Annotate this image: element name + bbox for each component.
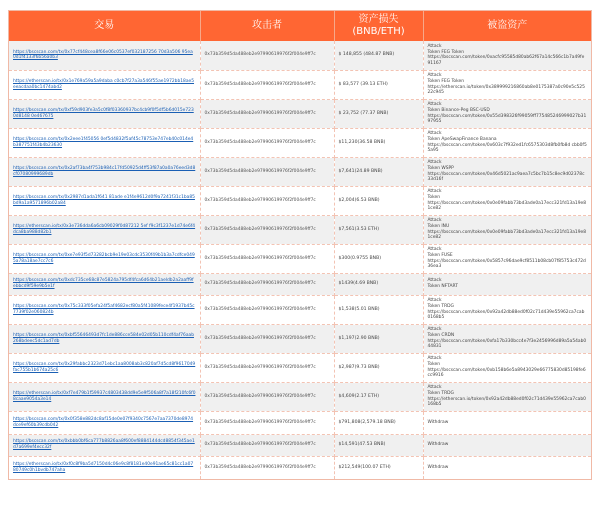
header-attacker: 攻击者 [200,11,334,41]
header-asset-loss [334,11,423,41]
stolen-asset-cell [423,353,591,382]
tx-cell [9,353,200,382]
token-name: Token WSPP [427,165,454,171]
stolen-asset-cell [423,244,591,273]
asset-action: Attack [427,160,442,166]
tx-cell [9,434,200,456]
asset-loss: $7,561(3.53 ETH) [334,215,423,244]
tx-link[interactable]: https://bscscan.com/tx/0xdc735ce68c87e5824a795df4fca6d64b21aeldb2a2aaff9febbcd9f59e9b5e1f [13,278,194,289]
token-name: Token CRDN [427,332,455,338]
stolen-asset-cell [423,382,591,411]
tx-link[interactable]: https://bscscan.com/tx/0xbbb0bf6ca777b8826aa8f600ef8884144dcd8854f345ae1d7a699ef4ecc32f [13,439,195,450]
tx-cell [9,456,200,479]
asset-action: Withdraw [427,464,449,470]
header-transaction: 交易 [9,11,200,41]
attack-table [9,11,591,479]
tx-link[interactable]: https://bscscan.com/tx/0xbf55646493d7fc1de886cce584e02d05b110cdf4af76aab268bdeec5dc1ad7db [13,332,194,344]
attacker-address: 0x73b359d5da488eb2e97990619976f2f004e9ff7c [200,186,334,215]
table-row [9,157,591,186]
attacker-address: 0x73b359d5da488eb2e97990619976f2f004e9ff7c [200,295,334,324]
tx-link[interactable]: https://etherscan.io/tx/0xf0c8f9ba5d7150d4c06e9c8f8181e40e91ae65c81cc1a0780749c0h1bvdb747aha [13,462,194,473]
tx-link[interactable]: https://bscscan.com/tx/0x0f358e882dc8af15de0e07f9340c7567e7aa7370de8974dce9ef60b39cdb042 [13,416,194,428]
tx-link[interactable]: https://etherscan.io/tx/0xf7e479b1f59937c4803438dd9e5e9f506a8f7a18f210fc6f08caae9054a3e14 [13,390,196,402]
asset-action: Attack [427,131,442,137]
attacker-address: 0x73b359d5da488eb2e97990619976f2f004e9ff7c [200,215,334,244]
attacker-address: 0x73b359d5da488eb2e97990619976f2f004e9ff7c [200,273,334,295]
tx-link[interactable]: https://bscscan.com/tx/0xe7e93f5d73282bcb9e19e03cdc3530f49b1b3a7cdfce0495a78a18ae7cc7c6 [13,252,195,264]
tx-link[interactable]: https://bscscan.com/tx/0x75c333f05efa24f5af4682ecf80a5f41089fece4f1937b45c7739f02e060824b [13,303,195,315]
asset-loss: $791,808(2,579.18 BNB) [334,411,423,434]
header-asset-loss-line2: (BNB/ETH) [352,26,405,37]
table-row [9,456,591,479]
tx-link[interactable]: https://bscscan.com/tx/0x2eee1f45056 0ef5d4832f5af45c78753e747eb40c014e4b387751f43b4b23630 [13,136,194,148]
token-name: Token FEG Token [427,78,464,84]
asset-loss: $ 83,577 (39.13 ETH) [334,70,423,99]
asset-loss: $2,987(9.73 BNB) [334,353,423,382]
asset-action: Attack [427,218,442,224]
table-row [9,99,591,128]
stolen-asset-cell [423,434,591,456]
table-row [9,434,591,456]
token-url[interactable]: https://bscscan.com/token/0x55d398326f99059ff775485246999027b3197955 [427,113,587,125]
attacker-address: 0x73b359d5da488eb2e97990619976f2f004e9ff7c [200,99,334,128]
asset-loss: $ 148,855 (484.87 BNB) [334,41,423,70]
token-name: Token INU [427,223,450,229]
asset-loss: $7,641(24.89 BNB) [334,157,423,186]
asset-action: Attack [427,189,442,195]
stolen-asset-cell [423,41,591,70]
table-row [9,324,591,353]
attacker-address: 0x73b359d5da488eb2e97990619976f2f004e9ff7c [200,382,334,411]
tx-cell [9,324,200,353]
table-row [9,273,591,295]
asset-action: Attack [427,385,442,391]
tx-link[interactable]: https://etherscan.io/tx/0x3e736dda6a6cb09029f0d87212 5ef f9c3f1237e1d74e6f4dca8ba988d82b1 [13,223,196,235]
stolen-asset-cell [423,456,591,479]
asset-loss: $2,004(6.53 BNB) [334,186,423,215]
asset-loss: $14,591(47.53 BNB) [334,434,423,456]
tx-cell [9,128,200,157]
tx-cell [9,273,200,295]
table-row [9,186,591,215]
token-url[interactable]: https://bscscan.com/token/0x0e09fabb73bd3ade0a17ecc321fd13a19e81ce82 [427,200,586,212]
token-url[interactable]: https://bscscan.com/token/0x0e09fabb73bd3ade0a17ecc321fd13a19e81ce82 [427,229,586,241]
header-asset-loss-line1: 资产损失 [358,14,399,25]
asset-loss: $4,609(2.17 ETH) [334,382,423,411]
tx-cell [9,295,200,324]
attacker-address: 0x73b359d5da488eb2e97990619976f2f004e9ff7c [200,456,334,479]
token-name: Token Binance-Peg BSC-USD [427,107,490,113]
tx-link[interactable]: https://etherscan.io/tx/0x1e769a59a5a9daba c0cb7f27a3a546f55ae1972bb18ae5eeacdaa0bc1474abd2 [13,78,195,90]
token-url[interactable]: https://bscscan.com/token/0xacfc95585d80ab62f67a14c566c1b7a49fe91167 [427,55,585,66]
asset-loss: $1439(4.69 BNB) [334,273,423,295]
attacker-address: 0x73b359d5da488eb2e97990619976f2f004e9ff7c [200,128,334,157]
tx-cell [9,41,200,70]
asset-action: Attack [427,327,442,333]
header-stolen-assets: 被盗资产 [423,11,591,41]
table-row [9,295,591,324]
token-name: Token NFTART [427,284,458,289]
stolen-asset-cell [423,157,591,186]
attacker-address: 0x73b359d5da488eb2e97990619976f2f004e9ff7c [200,353,334,382]
stolen-asset-cell [423,295,591,324]
tx-cell [9,99,200,128]
asset-loss: $300(0.9755 BNB) [334,244,423,273]
stolen-asset-cell [423,128,591,157]
asset-action: Attack [427,298,442,304]
table-row [9,128,591,157]
token-name: Token TRDG [427,303,454,309]
tx-cell [9,215,200,244]
asset-loss: $212,549(100.07 ETH) [334,456,423,479]
attacker-address: 0x73b359d5da488eb2e97990619976f2f004e9ff7c [200,70,334,99]
token-url[interactable]: https://bscscan.com/token/0x5857c96dae9cf8511b08cb07f85753c472d36ea3 [427,258,586,270]
table-row [9,382,591,411]
table-row [9,215,591,244]
tx-cell [9,244,200,273]
asset-action: Attack [427,356,442,362]
asset-loss: $1,197(2.90 BNB) [334,324,423,353]
tx-link[interactable]: https://bscscan.com/tx/0x29fabbc2323d71ebc1aa8008ab3c820af7d5cd8f9617049fac755b1b674a25c6 [13,361,196,373]
asset-action: Withdraw [427,442,449,448]
token-url[interactable]: https://bscscan.com/token/0x46d5021ac9aea7c5bc7b15c8ec9d02378c33d16f [427,171,585,183]
tx-cell [9,382,200,411]
attacker-address: 0x73b359d5da488eb2e97990619976f2f004e9ff7c [200,41,334,70]
token-url[interactable]: https://etherscan.io/token/0x389999216860ab8e0175387a0c90e5c52522c945 [427,84,585,96]
token-url[interactable]: https://bscscan.com/token/0x92a42db88ed0f02c71d439e55962ca7cab0168b5 [427,309,585,321]
asset-action: Attack [427,44,442,50]
token-name: Token FUSE [427,252,453,258]
tx-cell [9,70,200,99]
attack-table-container [8,10,592,480]
asset-action: Attack [427,102,442,108]
table-row [9,353,591,382]
attacker-address: 0x73b359d5da488eb2e97990619976f2f004e9ff7c [200,434,334,456]
attacker-address: 0x73b359d5da488eb2e97990619976f2f004e9ff7c [200,244,334,273]
token-url[interactable]: https://bscscan.com/token/0x603c7f932ed1fc6575303d8fb0fb8d cbb0f55a95 [427,142,587,154]
tx-link[interactable]: https://bscscan.com/tx/0x2987d1ada1f641 81ade e1f4e9612d0f9a7241f31c1ba85bd9a1a9571896b02a84 [13,194,195,206]
token-name: Token [427,361,440,367]
stolen-asset-cell [423,70,591,99]
token-url[interactable]: https://etherscan.io/token/0x92a42db88ed0f02c71d439e55962ca7cab0168b5 [427,396,586,408]
asset-loss: $11,230(36.58 BNB) [334,128,423,157]
attacker-address: 0x73b359d5da488eb2e97990619976f2f004e9ff7c [200,411,334,434]
token-name: Token TRDG [427,390,454,396]
table-row [9,244,591,273]
asset-action: Attack [427,73,442,79]
stolen-asset-cell [423,273,591,295]
asset-action: Attack [427,278,442,284]
token-name: Token ApeSwapFinance Banana [427,136,497,142]
token-url[interactable]: https://bscscan.com/token/0xb158b6e5a8943029e66775830d85198fe6cc9916 [427,367,586,379]
token-name: Token FEG Token [427,49,464,55]
asset-loss: $1,538(5.01 BNB) [334,295,423,324]
tx-cell [9,186,200,215]
stolen-asset-cell [423,411,591,434]
stolen-asset-cell [423,186,591,215]
table-header-row [9,11,591,41]
tx-cell [9,157,200,186]
table-row [9,70,591,99]
table-row [9,41,591,70]
attacker-address: 0x73b359d5da488eb2e97990619976f2f004e9ff7c [200,157,334,186]
tx-link[interactable]: https://bscscan.com/tx/0x77cf448cea8f66e06c0537ef032187256 70d3a506 95ea0d1f4133f6b56a0b3 [13,49,193,61]
stolen-asset-cell [423,99,591,128]
tx-link[interactable]: https://bscscan.com/tx/0x2af73ba4f753b984c17fd50925d4ff53f87a0a0a76eed3d8cf07080999689db [13,165,196,177]
tx-link[interactable]: https://bscscan.com/tx/0xf59d903fe3a5c0f8f03360937bc4cb9f0f5df5b6d015e7230d8148 0e467675 [13,107,194,119]
asset-loss: $ 23,752 (77.37 BNB) [334,99,423,128]
tx-cell [9,411,200,434]
token-name: Token [427,194,440,200]
table-row [9,411,591,434]
asset-action: Withdraw [427,419,449,425]
token-url[interactable]: https://bscscan.com/token/0xfa17b330bcc4e7f3e2456996d89a5a54ab044831 [427,338,587,350]
attacker-address: 0x73b359d5da488eb2e97990619976f2f004e9ff7c [200,324,334,353]
asset-action: Attack [427,247,442,253]
stolen-asset-cell [423,215,591,244]
stolen-asset-cell [423,324,591,353]
